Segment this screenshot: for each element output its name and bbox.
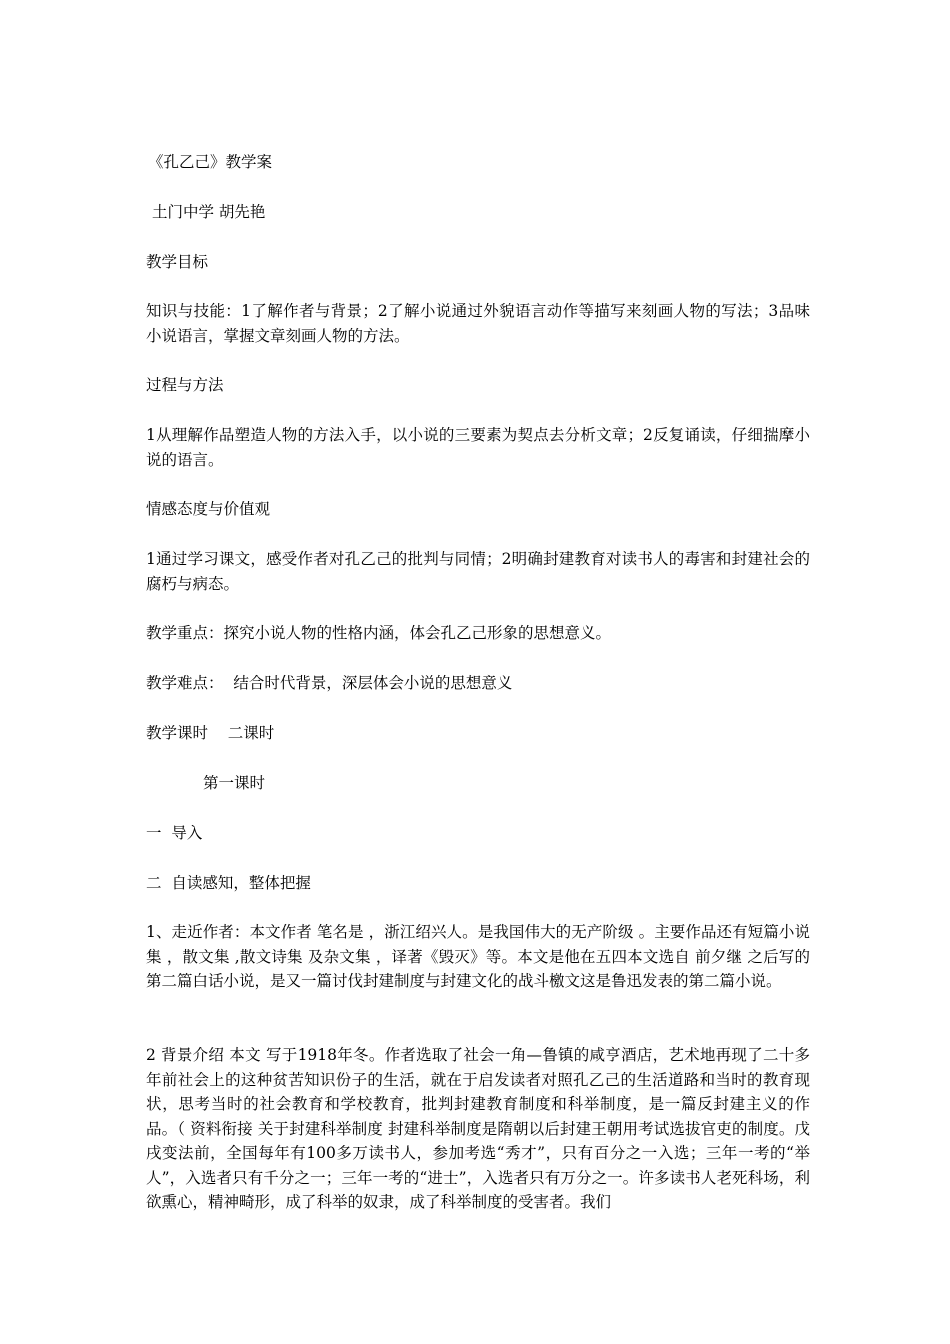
emotion-heading: 情感态度与价值观 (146, 500, 271, 518)
author-intro-paragraph: 1、走近作者：本文作者 笔名是 ，浙江绍兴人。是我国伟大的无产阶级 。主要作品还有短篇小说集 ，散文集 ,散文诗集 及杂文集 ，译著《毁灭》等。本文是他在五四本文选自 前夕继 之后写的第二篇白话小说，是又一篇讨伐封建制度与封建文化的战斗檄文这是鲁迅发表的第二篇小说。 (146, 923, 810, 990)
background-paragraph: 2 背景介绍 本文 写于1918年冬。作者选取了社会一角—鲁镇的咸亨酒店，艺术地再现了二十多年前社会上的这种贫苦知识份子的生活，就在于启发读者对照孔乙己的生活道路和当时的教育现状，思考当时的社会教育和学校教育，批判封建教育制度和科举制度，是一篇反封建主义的作品。（ 资料衔接 关于封建科举制度 封建科举制度是隋朝以后封建王朝用考试选拔官吏的制度。戊戌变法前，全国每年有100多万读书人，参加考选“秀才”，只有百分之一入选；三年一考的“举人”，入选者只有千分之一；三年一考的“进士”，入选者只有万分之一。许多读书人老死科场，利欲熏心，精神畸形，成了科举的奴隶，成了科举制度的受害者。我们 (146, 1046, 810, 1211)
period-one-heading: 第一课时 (203, 774, 266, 792)
goals-heading: 教学目标 (146, 253, 209, 271)
difficulty: 教学难点： 结合时代背景，深层体会小说的思想意义 (146, 674, 513, 692)
doc-author: 土门中学 胡先艳 (152, 203, 266, 221)
knowledge-paragraph: 知识与技能：1了解作者与背景；2了解小说通过外貌语言动作等描写来刻画人物的写法；3品味小说语言，掌握文章刻画人物的方法。 (146, 302, 810, 345)
emotion-paragraph: 1通过学习课文，感受作者对孔乙己的批判与同情；2明确封建教育对读书人的毒害和封建社会的腐朽与病态。 (146, 550, 810, 593)
step-two: 二 自读感知，整体把握 (146, 874, 311, 892)
key-point: 教学重点：探究小说人物的性格内涵，体会孔乙己形象的思想意义。 (146, 624, 612, 642)
doc-title: 《孔乙己》教学案 (148, 153, 273, 171)
process-paragraph: 1从理解作品塑造人物的方法入手，以小说的三要素为契点去分析文章；2反复诵读，仔细揣摩小说的语言。 (146, 426, 810, 469)
process-heading: 过程与方法 (146, 376, 224, 394)
step-one: 一 导入 (146, 824, 203, 842)
periods: 教学课时 二课时 (146, 724, 275, 742)
